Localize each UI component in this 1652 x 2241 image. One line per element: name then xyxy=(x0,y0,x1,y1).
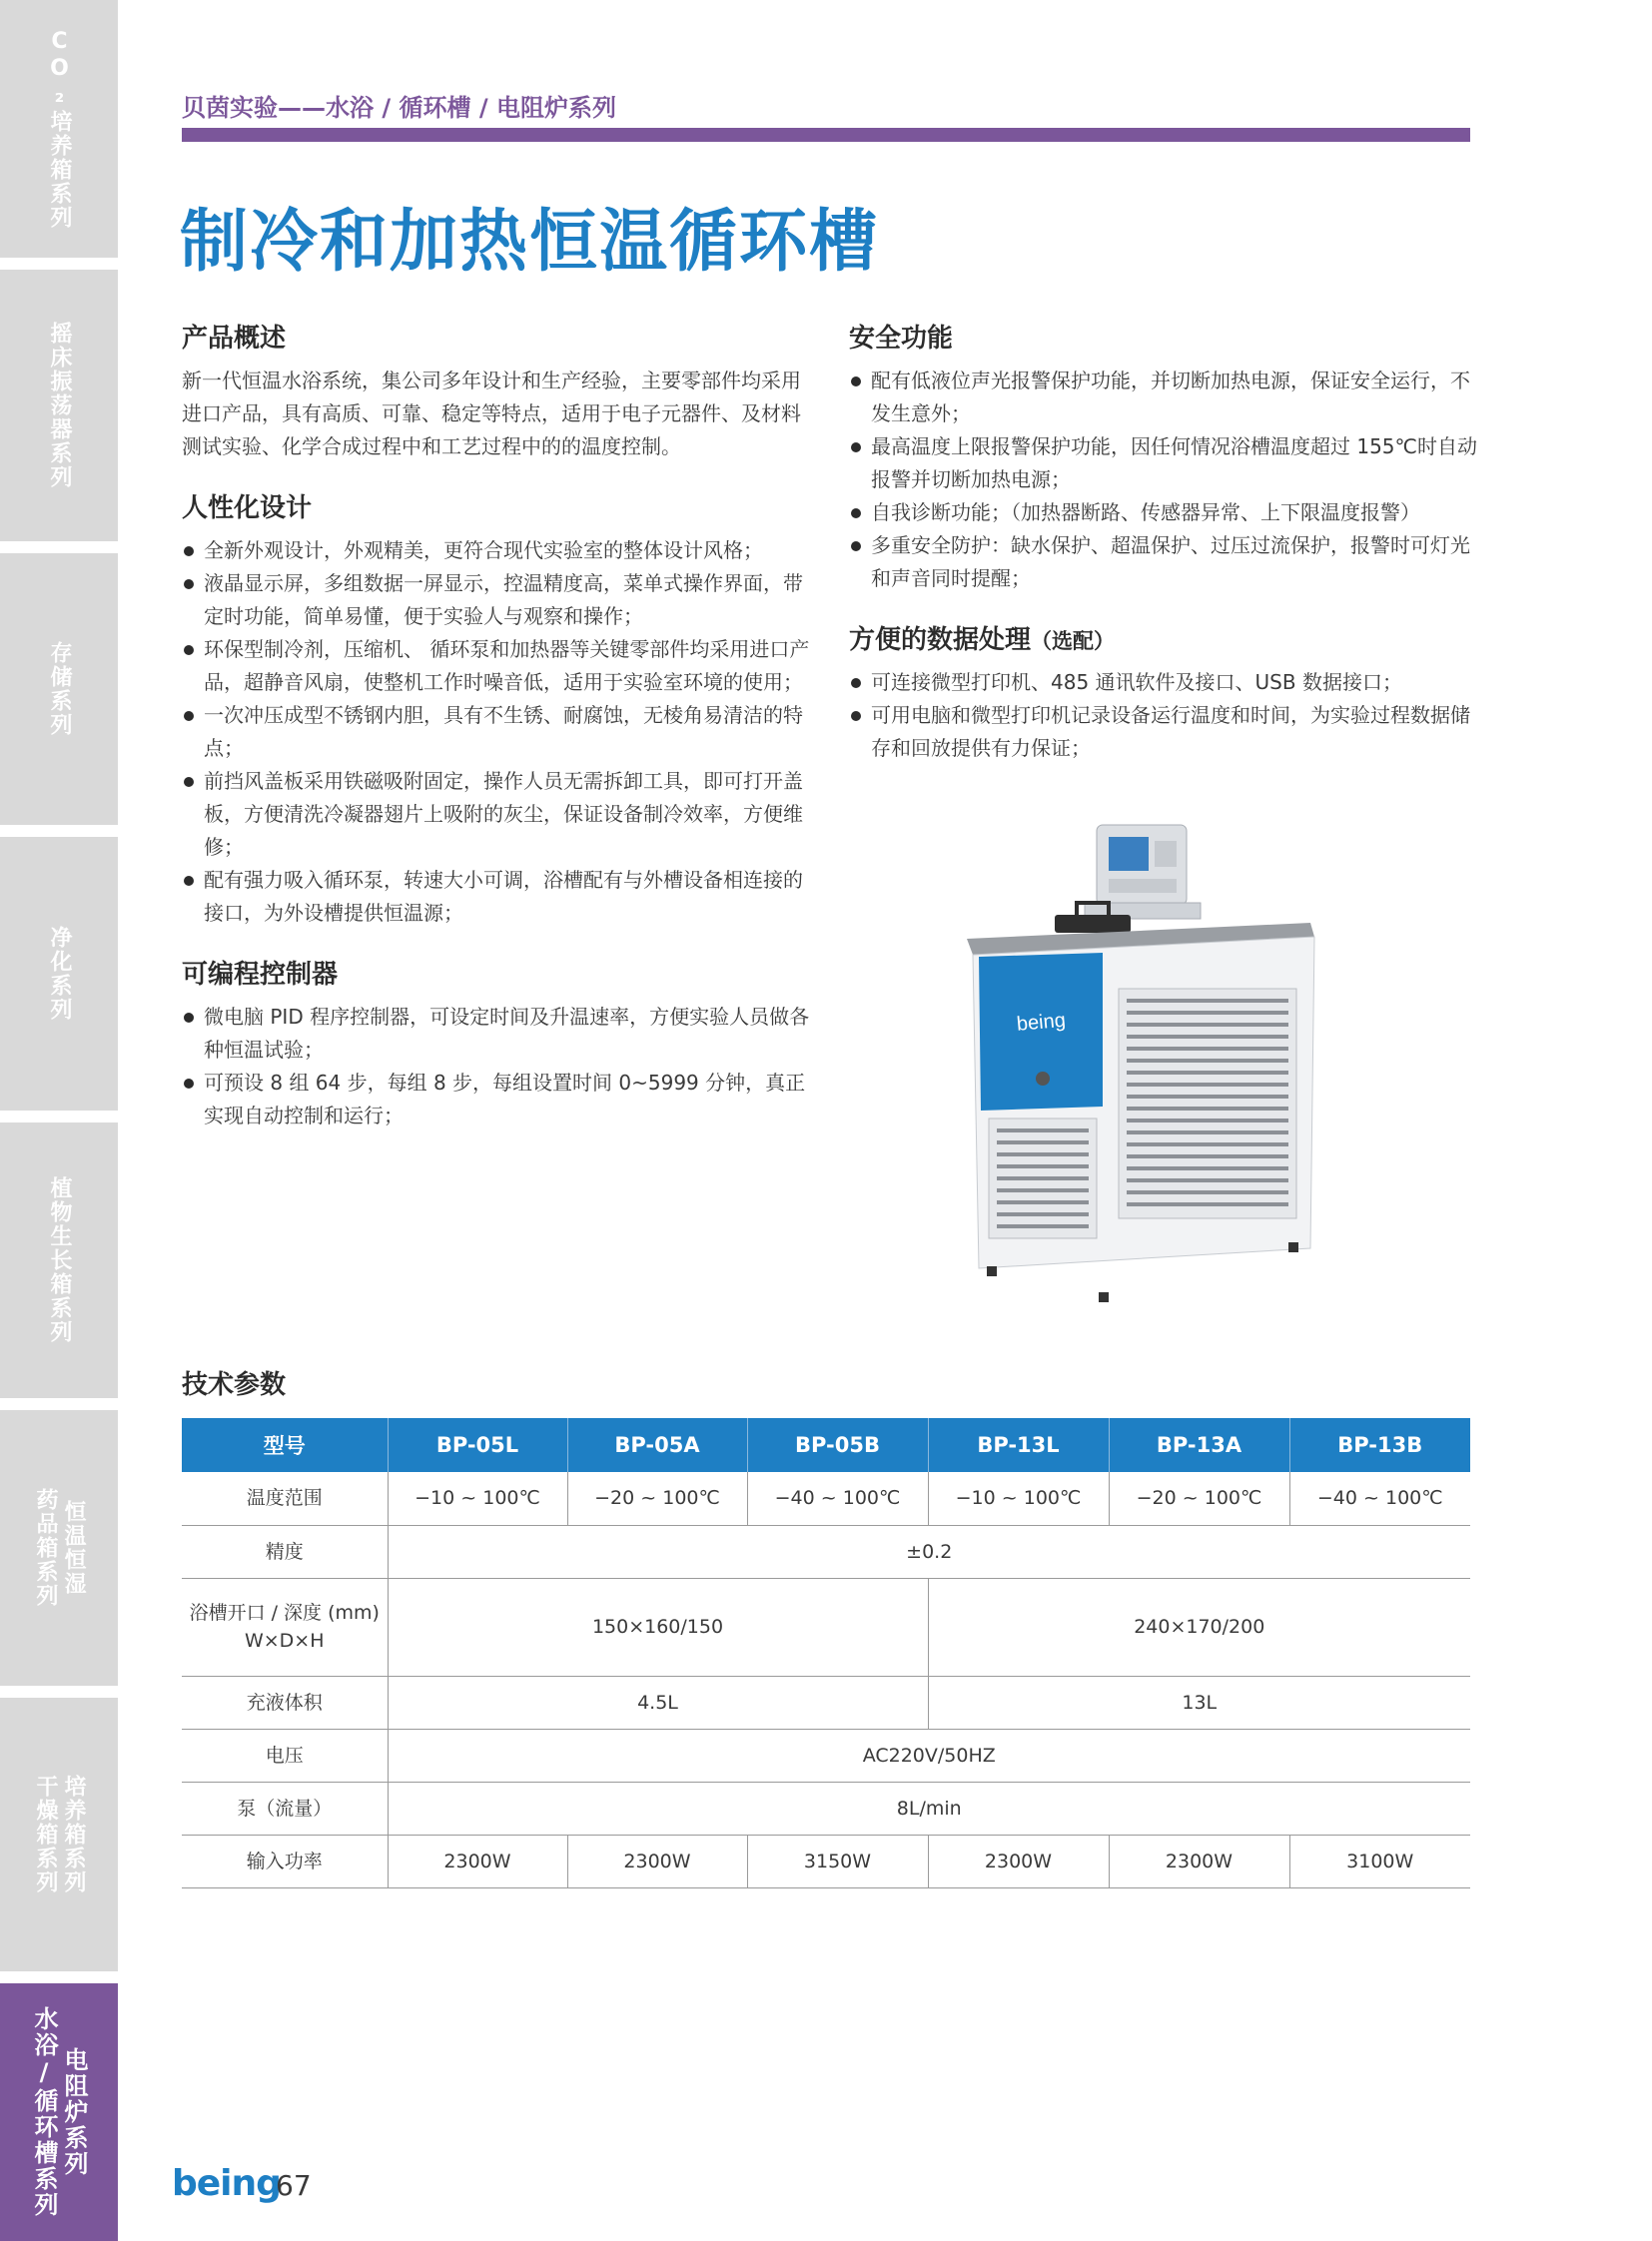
data-title-text: 方便的数据处理 xyxy=(849,625,1032,655)
list-item: 微电脑 PID 程序控制器，可设定时间及升温速率，方便实验人员做各种恒温试验； xyxy=(182,1001,811,1067)
sidebar-tab-purification[interactable] xyxy=(0,837,118,1111)
list-item: 全新外观设计，外观精美，更符合现代实验室的整体设计风格； xyxy=(182,534,811,567)
list-item: 多重安全防护：缺水保护、超温保护、过压过流保护，报警时可灯光和声音同时提醒； xyxy=(849,529,1478,595)
table-cell: 8L/min xyxy=(388,1782,1470,1835)
table-cell: −10 ~ 100℃ xyxy=(388,1472,567,1525)
table-row xyxy=(182,1835,1470,1887)
safety-list xyxy=(849,365,1478,595)
data-list xyxy=(849,666,1478,765)
table-cell: −40 ~ 100℃ xyxy=(1289,1472,1470,1525)
data-title-note: （选配） xyxy=(1031,629,1116,653)
table-header-cell: BP-13B xyxy=(1289,1418,1470,1472)
safety-section xyxy=(849,318,1478,595)
breadcrumb: 贝茵实验——水浴 / 循环槽 / 电阻炉系列 xyxy=(182,94,616,122)
table-cell: 150×160/150 xyxy=(388,1578,928,1676)
list-item: 可预设 8 组 64 步，每组 8 步，每组设置时间 0~5999 分钟，真正实现自动控制和运行； xyxy=(182,1067,811,1132)
controller-section xyxy=(182,954,811,1132)
row-label-line: 浴槽开口 / 深度 (mm) xyxy=(189,1602,380,1624)
list-item: 自我诊断功能；（加热器断路、传感器异常、上下限温度报警） xyxy=(849,496,1478,529)
sidebar-tab-label-secondary: 水浴/循环槽系列 xyxy=(30,2006,58,2218)
brand-logo: being xyxy=(172,2163,281,2204)
table-cell: ±0.2 xyxy=(388,1525,1470,1578)
list-item: 一次冲压成型不锈钢内胆，具有不生锈、耐腐蚀，无棱角易清洁的特点； xyxy=(182,699,811,765)
lcd-screen xyxy=(1109,837,1149,871)
sidebar-tab-plant-growth[interactable] xyxy=(0,1122,118,1398)
row-label: 精度 xyxy=(182,1525,388,1578)
table-cell: −20 ~ 100℃ xyxy=(567,1472,747,1525)
overview-text: 新一代恒温水浴系统，集公司多年设计和生产经验，主要零部件均采用进口产品，具有高质、可靠、稳定等特点，适用于电子元器件、及材料测试实验、化学合成过程中和工艺过程中的的温度控制。 xyxy=(182,369,801,458)
table-header-cell: 型号 xyxy=(182,1418,388,1472)
sidebar-tab-co2-incubator[interactable] xyxy=(0,0,118,258)
row-label: 电压 xyxy=(182,1729,388,1782)
sidebar-tab-water-bath[interactable] xyxy=(0,1983,118,2241)
table-header-cell: BP-13A xyxy=(1109,1418,1289,1472)
table-row xyxy=(182,1525,1470,1578)
sidebar-tab-label: CO₂培养箱系列 xyxy=(47,28,72,230)
table-header-row xyxy=(182,1418,1470,1472)
overview-title: 产品概述 xyxy=(182,324,287,354)
table-cell: 2300W xyxy=(1109,1835,1289,1887)
page-title: 制冷和加热恒温循环槽 xyxy=(180,203,880,282)
left-column xyxy=(182,318,811,1156)
row-label: 温度范围 xyxy=(182,1472,388,1525)
table-cell: 4.5L xyxy=(388,1676,928,1729)
page-number: 67 xyxy=(276,2169,312,2202)
table-cell: 13L xyxy=(928,1676,1470,1729)
table-cell: 240×170/200 xyxy=(928,1578,1470,1676)
list-item: 液晶显示屏，多组数据一屏显示，控温精度高，菜单式操作界面，带定时功能，简单易懂，便于实验人与观察和操作； xyxy=(182,567,811,633)
sidebar-tab-humidity-chamber[interactable] xyxy=(0,1410,118,1686)
table-row xyxy=(182,1729,1470,1782)
table-header-cell: BP-05B xyxy=(747,1418,928,1472)
table-cell: −40 ~ 100℃ xyxy=(747,1472,928,1525)
sidebar-tab-label: 净化系列 xyxy=(47,926,72,1022)
row-label-line: W×D×H xyxy=(244,1630,325,1652)
list-item: 最高温度上限报警保护功能，因任何情况浴槽温度超过 155℃时自动报警并切断加热电源； xyxy=(849,430,1478,496)
sidebar-tab-storage[interactable] xyxy=(0,553,118,825)
table-row xyxy=(182,1578,1470,1676)
sidebar-tab-label-secondary: 药品箱系列 xyxy=(33,1488,58,1608)
list-item: 可用电脑和微型打印机记录设备运行温度和时间，为实验过程数据储存和回放提供有力保证； xyxy=(849,699,1478,765)
overview-section xyxy=(182,318,811,463)
right-column xyxy=(849,318,1478,789)
table-cell: 3150W xyxy=(747,1835,928,1887)
table-cell: 2300W xyxy=(388,1835,567,1887)
table-cell: 3100W xyxy=(1289,1835,1470,1887)
sidebar-tab-label-secondary: 干燥箱系列 xyxy=(33,1775,58,1894)
category-sidebar xyxy=(0,0,118,2241)
row-label: 充液体积 xyxy=(182,1676,388,1729)
list-item: 环保型制冷剂，压缩机、 循环泵和加热器等关键零部件均采用进口产品，超静音风扇，使整机工作时噪音低，适用于实验室环境的使用； xyxy=(182,633,811,699)
table-header-cell: BP-13L xyxy=(928,1418,1109,1472)
sidebar-tab-label: 植物生长箱系列 xyxy=(47,1176,72,1344)
product-image xyxy=(959,819,1318,1318)
controller-title: 可编程控制器 xyxy=(182,960,339,990)
table-header-cell: BP-05L xyxy=(388,1418,567,1472)
specs-table xyxy=(182,1418,1470,1888)
list-item: 配有低液位声光报警保护功能，并切断加热电源，保证安全运行，不发生意外； xyxy=(849,365,1478,430)
sidebar-tab-label: 摇床振荡器系列 xyxy=(47,322,72,489)
design-list xyxy=(182,534,811,930)
table-cell: AC220V/50HZ xyxy=(388,1729,1470,1782)
row-label: 泵（流量） xyxy=(182,1782,388,1835)
sidebar-tab-label: 恒温恒湿 xyxy=(61,1500,86,1596)
design-section xyxy=(182,487,811,930)
data-section xyxy=(849,619,1478,765)
list-item: 可连接微型打印机、485 通讯软件及接口、USB 数据接口； xyxy=(849,666,1478,699)
table-cell: −10 ~ 100℃ xyxy=(928,1472,1109,1525)
sidebar-tab-label: 电阻炉系列 xyxy=(60,2047,88,2177)
list-item: 配有强力吸入循环泵，转速大小可调，浴槽配有与外槽设备相连接的接口，为外设槽提供恒温源； xyxy=(182,864,811,930)
table-cell: 2300W xyxy=(567,1835,747,1887)
table-cell: −20 ~ 100℃ xyxy=(1109,1472,1289,1525)
row-label: 输入功率 xyxy=(182,1835,388,1887)
specs-title: 技术参数 xyxy=(182,1370,287,1400)
sidebar-tab-label: 培养箱系列 xyxy=(61,1775,86,1894)
design-title: 人性化设计 xyxy=(182,493,313,523)
table-header-cell: BP-05A xyxy=(567,1418,747,1472)
product-brand-label: being xyxy=(1016,1009,1067,1036)
list-item: 前挡风盖板采用铁磁吸附固定，操作人员无需拆卸工具，即可打开盖板，方便清洗冷凝器翅片上吸附的灰尘，保证设备制冷效率，方便维修； xyxy=(182,765,811,864)
table-row xyxy=(182,1676,1470,1729)
sidebar-tab-label: 存储系列 xyxy=(47,641,72,737)
table-cell: 2300W xyxy=(928,1835,1109,1887)
sidebar-tab-drying-oven[interactable] xyxy=(0,1698,118,1971)
sidebar-tab-shaker[interactable] xyxy=(0,270,118,541)
row-label xyxy=(182,1578,388,1676)
header-divider xyxy=(182,128,1470,142)
data-title xyxy=(849,619,1478,656)
table-row xyxy=(182,1782,1470,1835)
controller-list xyxy=(182,1001,811,1132)
safety-title: 安全功能 xyxy=(849,324,954,354)
table-row xyxy=(182,1472,1470,1525)
